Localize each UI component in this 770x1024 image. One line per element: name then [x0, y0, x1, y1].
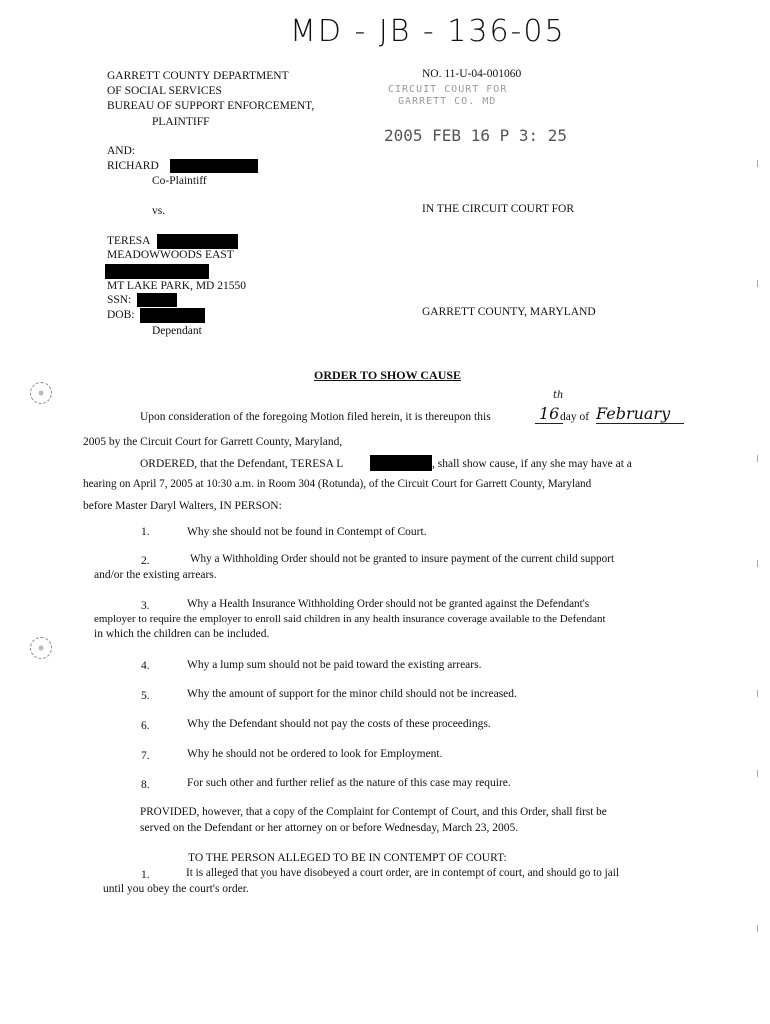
- ordered-text-cont: , shall show cause, if any she may have at a: [432, 458, 632, 470]
- item-number: 5.: [141, 690, 150, 702]
- item-number: 1.: [141, 526, 150, 538]
- margin-mark: [757, 690, 758, 697]
- item-text: Why she should not be found in Contempt of Court.: [187, 526, 427, 538]
- handwritten-day-suffix: th: [553, 390, 564, 401]
- item-text: Why a Health Insurance Withholding Order should not be granted against the Defendant's: [187, 598, 590, 610]
- item-text-cont: employer to require the employer to enroll said children in any health insurance coverage available to the Defendant: [94, 613, 606, 625]
- plaintiff-line-2: OF SOCIAL SERVICES: [107, 85, 222, 97]
- case-number: NO. 11-U-04-001060: [422, 68, 522, 80]
- item-number: 7.: [141, 750, 150, 762]
- redaction-bar: [157, 234, 238, 249]
- contempt-item-number: 1.: [141, 869, 150, 881]
- item-number: 6.: [141, 720, 150, 732]
- court-stamp-line-1: CIRCUIT COURT FOR: [388, 84, 508, 95]
- contempt-text: It is alleged that you have disobeyed a court order, are in contempt of court, and should go to jail: [186, 867, 619, 879]
- defendant-role: Dependant: [152, 325, 202, 337]
- margin-mark: [757, 455, 758, 462]
- intro-text-cont: 2005 by the Circuit Court for Garrett County, Maryland,: [83, 436, 343, 448]
- margin-mark: [757, 560, 758, 567]
- handwritten-month: February: [596, 404, 684, 424]
- filed-date-stamp: 2005 FEB 16 P 3: 25: [384, 126, 568, 145]
- punch-hole: [30, 382, 52, 404]
- item-text: Why a Withholding Order should not be granted to insure payment of the current child support: [190, 553, 615, 565]
- margin-mark: [757, 160, 758, 167]
- co-plaintiff-name: RICHARD: [107, 160, 159, 172]
- hearing-text: hearing on April 7, 2005 at 10:30 a.m. in Room 304 (Rotunda), of the Circuit Court for Garrett County, Maryland: [83, 478, 592, 490]
- ordered-text: ORDERED, that the Defendant, TERESA L: [140, 458, 344, 470]
- contempt-heading: TO THE PERSON ALLEGED TO BE IN CONTEMPT OF COURT:: [188, 852, 507, 864]
- margin-mark: [757, 280, 758, 287]
- item-text: Why he should not be ordered to look for Employment.: [187, 748, 443, 760]
- item-number: 4.: [141, 660, 150, 672]
- court-name-line-1: IN THE CIRCUIT COURT FOR: [422, 203, 575, 215]
- court-name-line-2: GARRETT COUNTY, MARYLAND: [422, 306, 596, 318]
- item-text-cont: in which the children can be included.: [94, 628, 270, 640]
- provided-text: PROVIDED, however, that a copy of the Complaint for Contempt of Court, and this Order, shall first be: [140, 806, 607, 818]
- redaction-bar: [105, 264, 209, 279]
- plaintiff-line-1: GARRETT COUNTY DEPARTMENT: [107, 70, 289, 82]
- item-text: For such other and further relief as the nature of this case may require.: [187, 777, 511, 789]
- contempt-text-cont: until you obey the court's order.: [103, 883, 249, 895]
- co-plaintiff-role: Co-Plaintiff: [152, 175, 207, 187]
- redaction-bar: [170, 159, 258, 173]
- item-text-cont: and/or the existing arrears.: [94, 569, 217, 581]
- before-master-text: before Master Daryl Walters, IN PERSON:: [83, 500, 282, 512]
- item-number: 8.: [141, 779, 150, 791]
- handwritten-case-id: MD - JB - 136-05: [290, 14, 566, 49]
- court-stamp-line-2: GARRETT CO. MD: [398, 96, 497, 107]
- item-text: Why the Defendant should not pay the costs of these proceedings.: [187, 718, 491, 730]
- ssn-label: SSN:: [107, 294, 132, 306]
- day-of-text: day of: [560, 411, 590, 423]
- item-text: Why the amount of support for the minor child should not be increased.: [187, 688, 517, 700]
- intro-text: Upon consideration of the foregoing Motion filed herein, it is thereupon this: [140, 411, 491, 423]
- and-label: AND:: [107, 145, 136, 157]
- plaintiff-line-3: BUREAU OF SUPPORT ENFORCEMENT,: [107, 100, 315, 112]
- defendant-address-1: MEADOWWOODS EAST: [107, 249, 234, 261]
- margin-mark: [757, 925, 758, 932]
- item-text: Why a lump sum should not be paid toward the existing arrears.: [187, 659, 482, 671]
- plaintiff-role: PLAINTIFF: [152, 116, 210, 128]
- versus-label: vs.: [152, 205, 166, 217]
- document-title: ORDER TO SHOW CAUSE: [314, 368, 462, 382]
- redaction-bar: [137, 293, 177, 307]
- defendant-name: TERESA: [107, 235, 151, 247]
- margin-mark: [757, 770, 758, 777]
- item-number: 2.: [141, 555, 150, 567]
- provided-text-cont: served on the Defendant or her attorney on or before Wednesday, March 23, 2005.: [140, 822, 519, 834]
- item-number: 3.: [141, 600, 150, 612]
- redaction-bar: [140, 308, 205, 323]
- redaction-bar: [370, 455, 432, 471]
- defendant-address-2: MT LAKE PARK, MD 21550: [107, 280, 246, 292]
- dob-label: DOB:: [107, 309, 135, 321]
- handwritten-day: 16: [535, 404, 563, 424]
- punch-hole: [30, 637, 52, 659]
